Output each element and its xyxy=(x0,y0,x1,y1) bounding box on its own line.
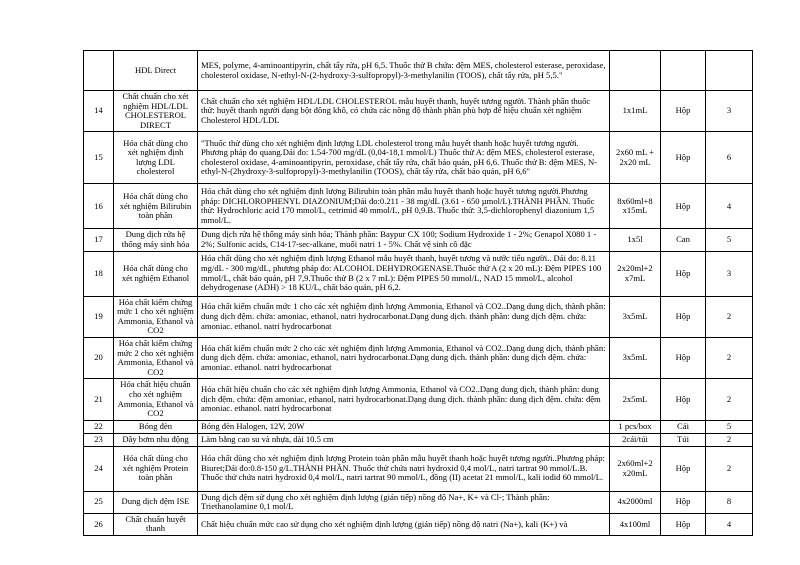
item-packaging: 8x60ml+8 x15mL xyxy=(610,184,661,229)
item-description: Hóa chất hiệu chuẩn cho các xét nghiệm định lượng Ammonia, Ethanol và CO2..Dạng dung dịch, thành phần: dung dịch đệm. chứa: đệm amoniac, ethanol, natri hydrocarbonat.Dạng dung dịch. thành phần: dung dịch đệm. chứa: đệm amoniac. ethanol. natri hydrocarbonat xyxy=(198,379,610,420)
item-unit: Hộp xyxy=(661,91,706,132)
item-quantity: 2 xyxy=(706,296,753,337)
row-number: 19 xyxy=(84,296,114,337)
item-description: Hóa chất dùng cho xét nghiệm định lượng Bilirubin toàn phần mẫu huyết thanh hoặc huyết tương người.Phương pháp: DICHLOROPHENYL DIAZONIUM;Dải đo:0.211 - 38 mg/dL (3.61 - 650 µmol/L).THÀNH PHẦN. Thuốc thử: Hydrochloric acid 170 mmol/L, cetrimid 40 mmol/L, pH 0,9.B. Thuốc thử: 3,5-dichlorophenyl diazonium 1,5 mmol/L. xyxy=(198,184,610,229)
item-packaging: 4x2000ml xyxy=(610,491,661,513)
item-name: Hóa chất dùng cho xét nghiệm định lượng LDL cholesterol xyxy=(114,132,198,184)
row-number: 21 xyxy=(84,379,114,420)
row-number: 25 xyxy=(84,491,114,513)
row-number: 23 xyxy=(84,433,114,446)
item-unit: Hộp xyxy=(661,337,706,378)
item-packaging: 2x60 mL + 2x20 mL xyxy=(610,132,661,184)
row-number: 17 xyxy=(84,229,114,251)
row-number: 16 xyxy=(84,184,114,229)
table-row xyxy=(84,229,753,251)
row-number: 26 xyxy=(84,513,114,535)
item-unit: Cái xyxy=(661,420,706,433)
item-quantity: 2 xyxy=(706,446,753,491)
item-name: Hóa chất dùng cho xét nghiệm Protein toàn phần xyxy=(114,446,198,491)
item-description: Hóa chất kiểm chuẩn mức 1 cho các xét nghiệm định lượng Ammonia, Ethanol và CO2..Dạng dung dịch, thành phần: dung dịch đệm. chứa: amoniac, ethanol, natri hydrocarbonat.Dạng dung dịch. thành phần: dung dịch đệm. chứa: amoniac. ethanol. natri hydrocarbonat xyxy=(198,296,610,337)
item-unit: Hộp xyxy=(661,446,706,491)
item-description: Dung dịch rửa hệ thống máy sinh hóa; Thành phần: Baypur CX 100; Sodium Hydroxide 1 - 2%; Genapol X080 1 - 2%; Sulfonic acids, C14-17-sec-alkane, muối natri 1 - 5%. Chất vệ sinh cô đặc xyxy=(198,229,610,251)
item-description: Dung dịch đệm sử dụng cho xét nghiệm định lượng (gián tiếp) nồng độ Na+, K+ và Cl-; Thành phần: Triethanolamine 0,1 mol/L xyxy=(198,491,610,513)
row-number: 22 xyxy=(84,420,114,433)
table-row xyxy=(84,513,753,535)
item-name: HDL Direct xyxy=(114,51,198,91)
item-description: Hóa chất dùng cho xét nghiệm định lượng Protein toàn phần mẫu huyết thanh hoặc huyết tương người..Phương pháp: Biuret;Dải đo:0.8-150 g/L.THÀNH PHẦN. Thuốc thử chứa natri hydroxid 0,4 mol/L, natri tartrat 90 mmol/L.B. Thuốc thử chứa natri hydroxid 0,4 mol/L, natri tartrat 90 mmol/L, đồng (II) acetat 21 mmol/L, kali iodid 60 mmol/L. xyxy=(198,446,610,491)
item-name: Hóa chất kiểm chứng mức 2 cho xét nghiệm Ammonia, Ethanol và CO2 xyxy=(114,337,198,378)
item-name: Dung dịch rửa hệ thống máy sinh hóa xyxy=(114,229,198,251)
item-packaging: 2cái/túi xyxy=(610,433,661,446)
item-description: "Thuốc thử dùng cho xét nghiệm định lượng LDL cholesterol trong mẫu huyết thanh hoặc huyết tương người. Phương pháp đo quang.Dải đo: 1.54-700 mg/dL (0,04-18,1 mmol/L) Thuốc thử A: đệm MES, cholesterol esterase, cholesterol oxidase, 4-aminoantipyrin, peroxidase, chất tẩy rửa, chất bảo quản, pH 6,6. Thuốc thử B: đệm MES, N-ethyl-N-(2hydroxy-3-sulfopropyl)-3-methylanilin (TOOS), chất tẩy rửa, chất bảo quản, pH 6,6" xyxy=(198,132,610,184)
item-unit: Hộp xyxy=(661,513,706,535)
table-row xyxy=(84,337,753,378)
item-name: Hóa chất dùng cho xét nghiệm Bilirubin toàn phần xyxy=(114,184,198,229)
item-description: MES, polyme, 4-aminoantipyrin, chất tẩy rửa, pH 6,5. Thuốc thử B chứa: đệm MES, cholesterol esterase, peroxidase, cholesterol oxidase, N-ethyl-N-(2-hydroxy-3-sulfopropyl)-3-methylanilin (TOOS), chất tẩy rửa, pH 5,5." xyxy=(198,51,610,91)
item-quantity xyxy=(706,51,753,91)
item-quantity: 4 xyxy=(706,513,753,535)
item-quantity: 4 xyxy=(706,184,753,229)
item-name: Hóa chất dùng cho xét nghiệm Ethanol xyxy=(114,251,198,296)
table-row xyxy=(84,51,753,91)
table-row xyxy=(84,296,753,337)
item-packaging xyxy=(610,51,661,91)
item-description: Chất hiệu chuẩn mức cao sử dụng cho xét nghiệm định lượng (gián tiếp) nồng độ natri (Na+), kali (K+) và xyxy=(198,513,610,535)
item-unit: Túi xyxy=(661,433,706,446)
item-name: Hóa chất kiểm chứng mức 1 cho xét nghiệm Ammonia, Ethanol và CO2 xyxy=(114,296,198,337)
item-quantity: 6 xyxy=(706,132,753,184)
item-description: Làm bằng cao su và nhựa, dài 10.5 cm xyxy=(198,433,610,446)
items-table xyxy=(83,50,753,536)
item-packaging: 1x1mL xyxy=(610,91,661,132)
item-packaging: 3x5mL xyxy=(610,337,661,378)
item-name: Chất chuẩn cho xét nghiệm HDL/LDL CHOLESTEROL DIRECT xyxy=(114,91,198,132)
item-description: Bóng đèn Halogen, 12V, 20W xyxy=(198,420,610,433)
table-row xyxy=(84,433,753,446)
item-name: Hóa chất hiệu chuẩn cho xét nghiệm Ammonia, Ethanol và CO2 xyxy=(114,379,198,420)
item-quantity: 3 xyxy=(706,91,753,132)
row-number: 15 xyxy=(84,132,114,184)
item-name: Bóng đèn xyxy=(114,420,198,433)
table-row xyxy=(84,184,753,229)
item-name: Dây bơm nhu động xyxy=(114,433,198,446)
row-number: 24 xyxy=(84,446,114,491)
row-number: 18 xyxy=(84,251,114,296)
item-quantity: 2 xyxy=(706,433,753,446)
item-unit: Hộp xyxy=(661,132,706,184)
item-packaging: 3x5mL xyxy=(610,296,661,337)
item-name: Dung dịch đệm ISE xyxy=(114,491,198,513)
item-unit: Hộp xyxy=(661,491,706,513)
table-row xyxy=(84,446,753,491)
item-quantity: 3 xyxy=(706,251,753,296)
item-packaging: 1x5l xyxy=(610,229,661,251)
item-description: Chất chuẩn cho xét nghiệm HDL/LDL CHOLESTEROL mẫu huyết thanh, huyết tương người. Thành phần thuốc thử: huyết thanh người dạng bột đông khô, có chứa các nồng độ thành phần phù hợp để hiệu chuẩn xét nghiệm Cholesterol HDL/LDL xyxy=(198,91,610,132)
item-quantity: 8 xyxy=(706,491,753,513)
item-unit: Hộp xyxy=(661,184,706,229)
item-packaging: 2x5mL xyxy=(610,379,661,420)
row-number: 20 xyxy=(84,337,114,378)
item-unit: Hộp xyxy=(661,379,706,420)
item-description: Hóa chất kiểm chuẩn mức 2 cho các xét nghiệm định lượng Ammonia, Ethanol và CO2..Dạng dung dịch, thành phần: dung dịch đệm. chứa: amoniac, ethanol, natri hydrocarbonat.Dạng dung dịch. thành phần: dung dịch đệm. chứa: amoniac. ethanol. natri hydrocarbonat xyxy=(198,337,610,378)
table-row xyxy=(84,491,753,513)
table-row xyxy=(84,379,753,420)
item-unit: Hộp xyxy=(661,296,706,337)
item-unit xyxy=(661,51,706,91)
item-description: Hóa chất dùng cho xét nghiệm định lượng Ethanol mẫu huyết thanh, huyết tương và nước tiểu người.. Dải đo: 8.11 mg/dL - 300 mg/dL, phương pháp đo: ALCOHOL DEHYDROGENASE.Thuốc thử A (2 x 20 mL): Đệm PIPES 100 mmol/L, chất bảo quản, pH 7,9.Thuốc thử B (2 x 7 mL): Đệm PIPES 50 mmol/L, NAD 15 mmol/L, alcohol dehydrogenase (ADH) > 18 KU/L, chất bảo quản, pH 6,2. xyxy=(198,251,610,296)
row-number xyxy=(84,51,114,91)
item-packaging: 4x100ml xyxy=(610,513,661,535)
item-unit: Hộp xyxy=(661,251,706,296)
table-row xyxy=(84,132,753,184)
table-row xyxy=(84,251,753,296)
item-packaging: 2x20ml+2 x7mL xyxy=(610,251,661,296)
item-quantity: 2 xyxy=(706,379,753,420)
item-unit: Can xyxy=(661,229,706,251)
row-number: 14 xyxy=(84,91,114,132)
item-packaging: 2x60ml+2 x20mL xyxy=(610,446,661,491)
item-quantity: 5 xyxy=(706,229,753,251)
table-row xyxy=(84,91,753,132)
items-table-body xyxy=(84,51,753,536)
table-row xyxy=(84,420,753,433)
item-quantity: 5 xyxy=(706,420,753,433)
item-packaging: 1 pcs/box xyxy=(610,420,661,433)
item-quantity: 2 xyxy=(706,337,753,378)
item-name: Chất chuẩn huyết thanh xyxy=(114,513,198,535)
